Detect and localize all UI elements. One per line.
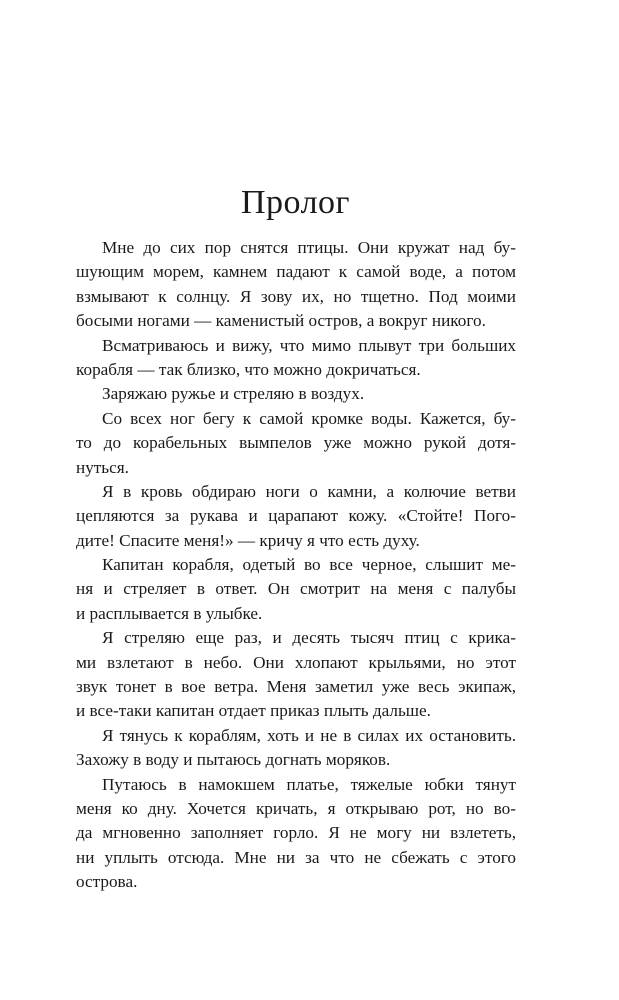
text-line: корабля — так близко, что можно докричаться. [76, 359, 421, 379]
chapter-title: Пролог [240, 184, 351, 221]
text-line: ня и стреляет в ответ. Он смотрит на меня с палубы [76, 579, 516, 599]
text-line: острова. [76, 872, 138, 892]
text-line: Капитан корабля, одетый во все черное, слышит ме- [102, 555, 516, 575]
text-line: Я в кровь обдираю ноги о камни, а колючие ветви [102, 481, 516, 501]
text-line: шующим морем, камнем падают к самой воде, а потом [76, 262, 516, 282]
text-line: и расплывается в улыбке. [76, 603, 263, 623]
text-line: и все-таки капитан отдает приказ плыть дальше. [76, 701, 431, 721]
text-line: Я тянусь к кораблям, хоть и не в силах их остановить. [102, 725, 516, 745]
text-line: ни уплыть отсюда. Мне ни за что не сбежать с этого [76, 847, 516, 867]
text-line: Мне до сих пор снятся птицы. Они кружат над бу- [102, 238, 516, 257]
text-line: Со всех ног бегу к самой кромке воды. Кажется, бу- [102, 408, 516, 428]
text-line: Я стреляю еще раз, и десять тысяч птиц с крика- [102, 628, 516, 648]
text-line: меня ко дну. Хочется кричать, я открываю рот, но во- [76, 798, 516, 818]
text-line: то до корабельных вымпелов уже можно рукой дотя- [76, 433, 516, 453]
text-line: дите! Спасите меня!» — кричу я что есть духу. [76, 530, 420, 550]
text-line: звук тонет в вое ветра. Меня заметил уже весь экипаж, [76, 677, 516, 697]
body-text [76, 236, 516, 895]
text-line: босыми ногами — каменистый остров, а вокруг никого. [76, 311, 486, 331]
text-line: ми взлетают в небо. Они хлопают крыльями, но этот [76, 652, 516, 672]
text-line: нуться. [76, 457, 129, 477]
text-line: Путаюсь в намокшем платье, тяжелые юбки тянут [102, 774, 516, 794]
text-line: Всматриваюсь и вижу, что мимо плывут три больших [102, 335, 516, 355]
text-line: да мгновенно заполняет горло. Я не могу ни взлететь, [76, 823, 516, 843]
text-line: Заряжаю ружье и стреляю в воздух. [102, 384, 365, 404]
text-line: цепляются за рукава и царапают кожу. «Стойте! Пого- [76, 506, 516, 526]
text-line: взмывают к солнцу. Я зову их, но тщетно. Под моими [76, 286, 516, 306]
text-line: Захожу в воду и пытаюсь догнать моряков. [76, 750, 391, 770]
